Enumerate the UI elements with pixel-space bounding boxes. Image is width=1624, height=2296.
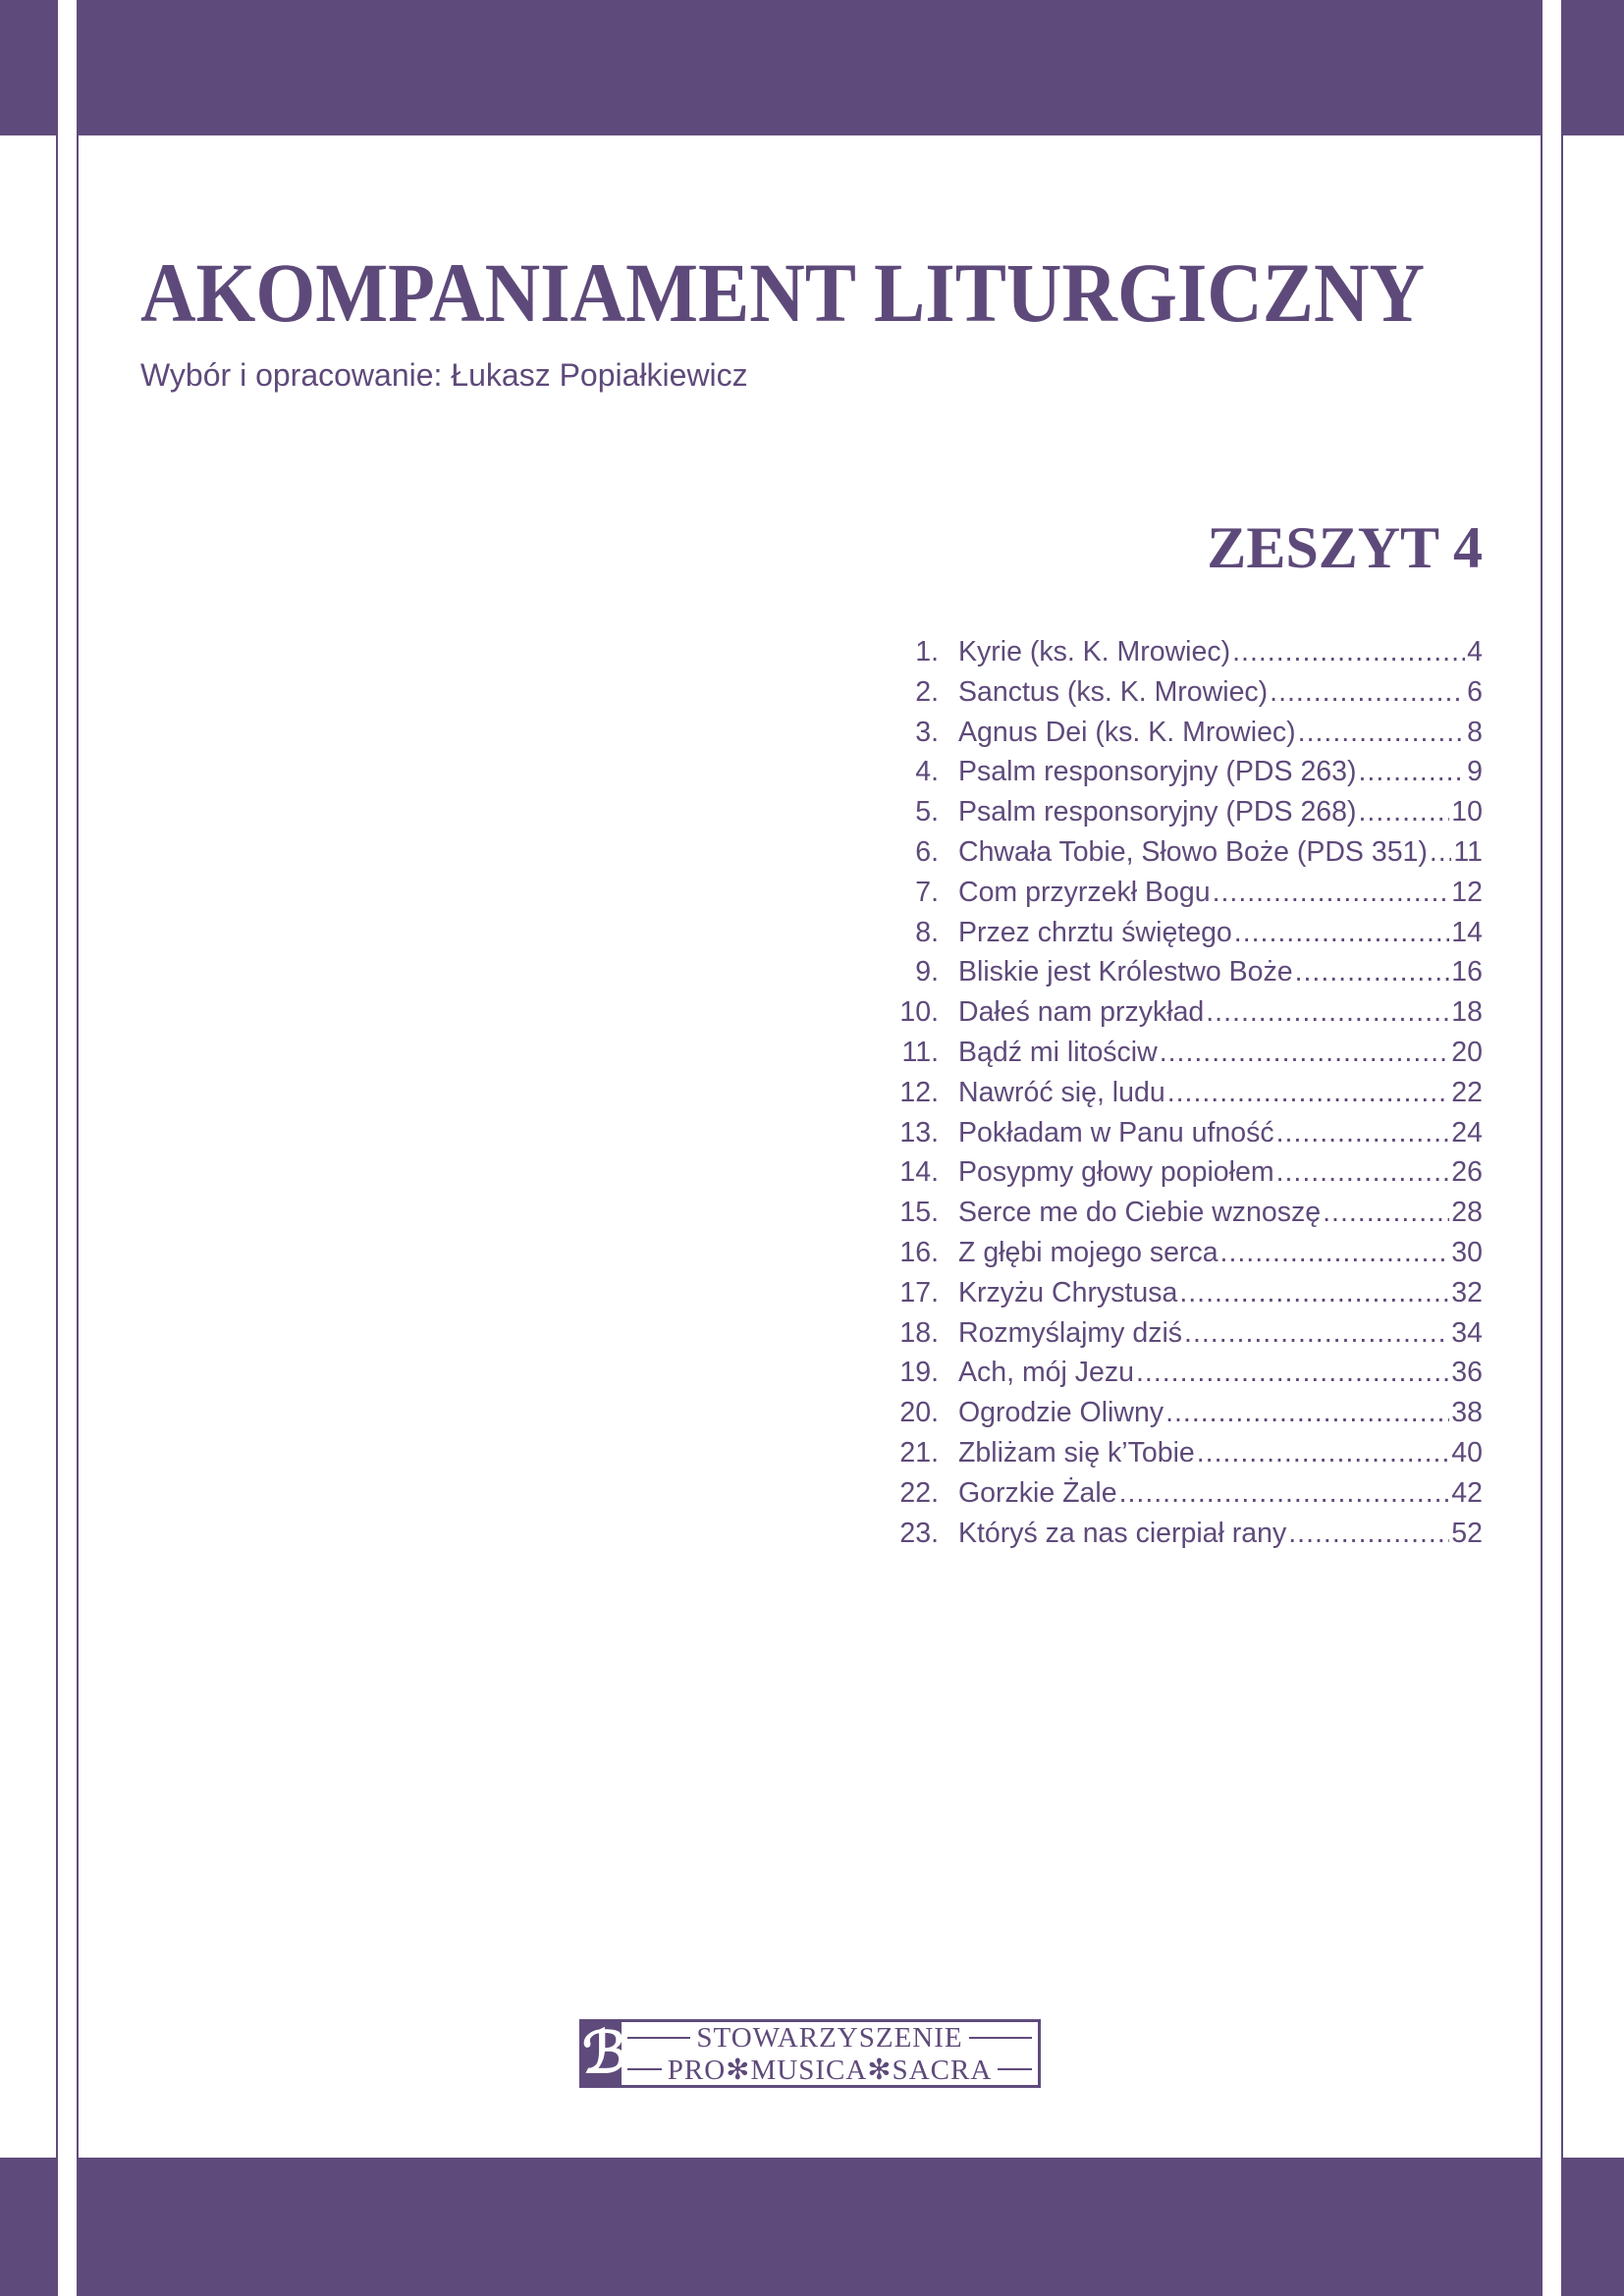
toc-title: Psalm responsoryjny (PDS 263) [958, 756, 1357, 788]
toc-leader-dots [1323, 1197, 1449, 1229]
toc-page-number: 16 [1451, 956, 1483, 988]
frame-line [77, 0, 79, 2296]
toc-item[interactable] [884, 917, 1483, 957]
toc-item[interactable] [884, 796, 1483, 836]
toc-item[interactable] [884, 756, 1483, 796]
toc-title: Przez chrztu świętego [958, 916, 1232, 948]
toc-number: 21. [899, 1436, 939, 1468]
toc-title: Chwała Tobie, Słowo Boże (PDS 351) [958, 835, 1428, 868]
frame-line [56, 0, 58, 2296]
toc-number: 15. [899, 1197, 939, 1229]
toc-leader-dots [1184, 1317, 1449, 1350]
toc-leader-dots [1206, 996, 1449, 1029]
toc-item[interactable] [884, 676, 1483, 717]
top-bar-main [77, 0, 1542, 135]
toc-item[interactable] [884, 1437, 1483, 1477]
toc-item[interactable] [884, 1117, 1483, 1157]
toc-number: 16. [899, 1236, 939, 1268]
toc-leader-dots [1165, 1397, 1449, 1429]
toc-leader-dots [1430, 836, 1452, 869]
toc-title: Posypmy głowy popiołem [958, 1156, 1274, 1189]
toc-page-number: 6 [1467, 675, 1483, 708]
toc-page-number: 26 [1451, 1156, 1483, 1189]
toc-item[interactable] [884, 1357, 1483, 1397]
toc-page-number: 20 [1451, 1036, 1483, 1068]
toc-number: 11. [901, 1036, 939, 1068]
publisher-logo [579, 2019, 1041, 2088]
toc-number: 1. [915, 636, 939, 667]
toc-title: Gorzkie Żale [958, 1476, 1117, 1509]
toc-page-number: 11 [1453, 835, 1483, 868]
toc-number: 20. [899, 1397, 939, 1429]
logo-line-1: STOWARZYSZENIE [696, 2021, 963, 2054]
toc-title: Psalm responsoryjny (PDS 268) [958, 796, 1357, 828]
toc-title: Bliskie jest Królestwo Boże [958, 956, 1293, 988]
toc-number: 12. [899, 1076, 939, 1108]
toc-title: Kyrie (ks. K. Mrowiec) [958, 636, 1231, 667]
toc-leader-dots [1160, 1037, 1450, 1069]
toc-leader-dots [1119, 1477, 1450, 1510]
toc-leader-dots [1234, 917, 1450, 949]
toc-page-number: 10 [1451, 796, 1483, 828]
toc-title: Krzyżu Chrystusa [958, 1276, 1178, 1308]
toc-number: 13. [899, 1116, 939, 1148]
bottom-bar-main [77, 2158, 1542, 2296]
toc-leader-dots [1213, 877, 1450, 909]
toc-number: 3. [915, 716, 939, 748]
toc-title: Bądź mi litościw [958, 1036, 1158, 1068]
toc-item[interactable] [884, 1397, 1483, 1437]
toc-title: Dałeś nam przykład [958, 996, 1205, 1029]
toc-item[interactable] [884, 636, 1483, 676]
toc-item[interactable] [884, 717, 1483, 757]
toc-page-number: 30 [1451, 1236, 1483, 1268]
toc-item[interactable] [884, 996, 1483, 1037]
page-subtitle: Wybór i opracowanie: Łukasz Popiałkiewicz [140, 357, 748, 393]
toc-page-number: 8 [1467, 716, 1483, 748]
toc-item[interactable] [884, 877, 1483, 917]
toc-item[interactable] [884, 1156, 1483, 1197]
toc-title: Serce me do Ciebie wznoszę [958, 1197, 1322, 1229]
toc-item[interactable] [884, 1518, 1483, 1558]
toc-title: Z głębi mojego serca [958, 1236, 1218, 1268]
toc-leader-dots [1179, 1277, 1449, 1309]
toc-page-number: 34 [1451, 1316, 1483, 1349]
toc-title: Ach, mój Jezu [958, 1357, 1134, 1389]
volume-heading: ZESZYT 4 [1207, 515, 1483, 580]
toc-page-number: 32 [1451, 1276, 1483, 1308]
toc-leader-dots [1359, 756, 1466, 788]
toc-number: 18. [899, 1316, 939, 1349]
toc-number: 9. [915, 956, 939, 988]
toc-page-number: 38 [1451, 1397, 1483, 1429]
toc-number: 23. [899, 1517, 939, 1549]
top-bar-right [1561, 0, 1624, 135]
toc-number: 7. [915, 876, 939, 908]
toc-page-number: 14 [1451, 916, 1483, 948]
toc-leader-dots [1288, 1518, 1449, 1550]
top-bar-left [0, 0, 57, 135]
toc-item[interactable] [884, 1237, 1483, 1277]
toc-title: Któryś za nas cierpiał rany [958, 1517, 1287, 1549]
toc-page-number: 9 [1467, 756, 1483, 788]
toc-number: 6. [915, 835, 939, 868]
toc-leader-dots [1197, 1437, 1450, 1469]
table-of-contents [884, 636, 1483, 1557]
toc-leader-dots [1359, 796, 1450, 828]
toc-item[interactable] [884, 1037, 1483, 1077]
toc-page-number: 4 [1467, 636, 1483, 667]
toc-leader-dots [1276, 1156, 1450, 1189]
toc-leader-dots [1167, 1077, 1450, 1109]
toc-page-number: 22 [1451, 1076, 1483, 1108]
toc-number: 8. [915, 916, 939, 948]
frame-line [1541, 0, 1543, 2296]
toc-item[interactable] [884, 1317, 1483, 1358]
toc-page-number: 28 [1451, 1197, 1483, 1229]
toc-number: 5. [915, 796, 939, 828]
toc-leader-dots [1270, 676, 1465, 709]
toc-page-number: 18 [1451, 996, 1483, 1029]
toc-title: Nawróć się, ludu [958, 1076, 1165, 1108]
toc-title: Rozmyślajmy dziś [958, 1316, 1183, 1349]
toc-title: Agnus Dei (ks. K. Mrowiec) [958, 716, 1296, 748]
toc-page-number: 40 [1451, 1436, 1483, 1468]
toc-page-number: 12 [1451, 876, 1483, 908]
c-clef-icon: ℬ [582, 2021, 627, 2085]
toc-leader-dots [1136, 1357, 1449, 1389]
toc-title: Sanctus (ks. K. Mrowiec) [958, 675, 1269, 708]
toc-title: Zbliżam się k’Tobie [958, 1436, 1195, 1468]
toc-leader-dots [1298, 717, 1465, 749]
toc-item[interactable] [884, 1077, 1483, 1117]
toc-title: Com przyrzekł Bogu [958, 876, 1211, 908]
toc-page-number: 24 [1451, 1116, 1483, 1148]
logo-line-2: PRO✻MUSICA✻SACRA [667, 2054, 993, 2086]
toc-number: 4. [915, 756, 939, 788]
toc-item[interactable] [884, 1277, 1483, 1317]
toc-leader-dots [1232, 636, 1465, 668]
toc-item[interactable] [884, 1197, 1483, 1237]
toc-item[interactable] [884, 956, 1483, 996]
toc-title: Ogrodzie Oliwny [958, 1397, 1164, 1429]
toc-item[interactable] [884, 1477, 1483, 1518]
toc-title: Pokładam w Panu ufność [958, 1116, 1274, 1148]
toc-number: 17. [899, 1276, 939, 1308]
toc-item[interactable] [884, 836, 1483, 877]
toc-leader-dots [1295, 956, 1450, 988]
toc-page-number: 52 [1451, 1517, 1483, 1549]
toc-leader-dots [1276, 1117, 1450, 1149]
toc-number: 2. [915, 675, 939, 708]
toc-page-number: 42 [1451, 1476, 1483, 1509]
frame-line [1561, 0, 1563, 2296]
toc-page-number: 36 [1451, 1357, 1483, 1389]
page-title: AKOMPANIAMENT LITURGICZNY [140, 245, 1426, 340]
bottom-bar-right [1561, 2158, 1624, 2296]
toc-number: 10. [899, 996, 939, 1029]
toc-number: 19. [899, 1357, 939, 1389]
toc-leader-dots [1220, 1237, 1450, 1269]
toc-number: 14. [899, 1156, 939, 1189]
bottom-bar-left [0, 2158, 57, 2296]
toc-number: 22. [899, 1476, 939, 1509]
